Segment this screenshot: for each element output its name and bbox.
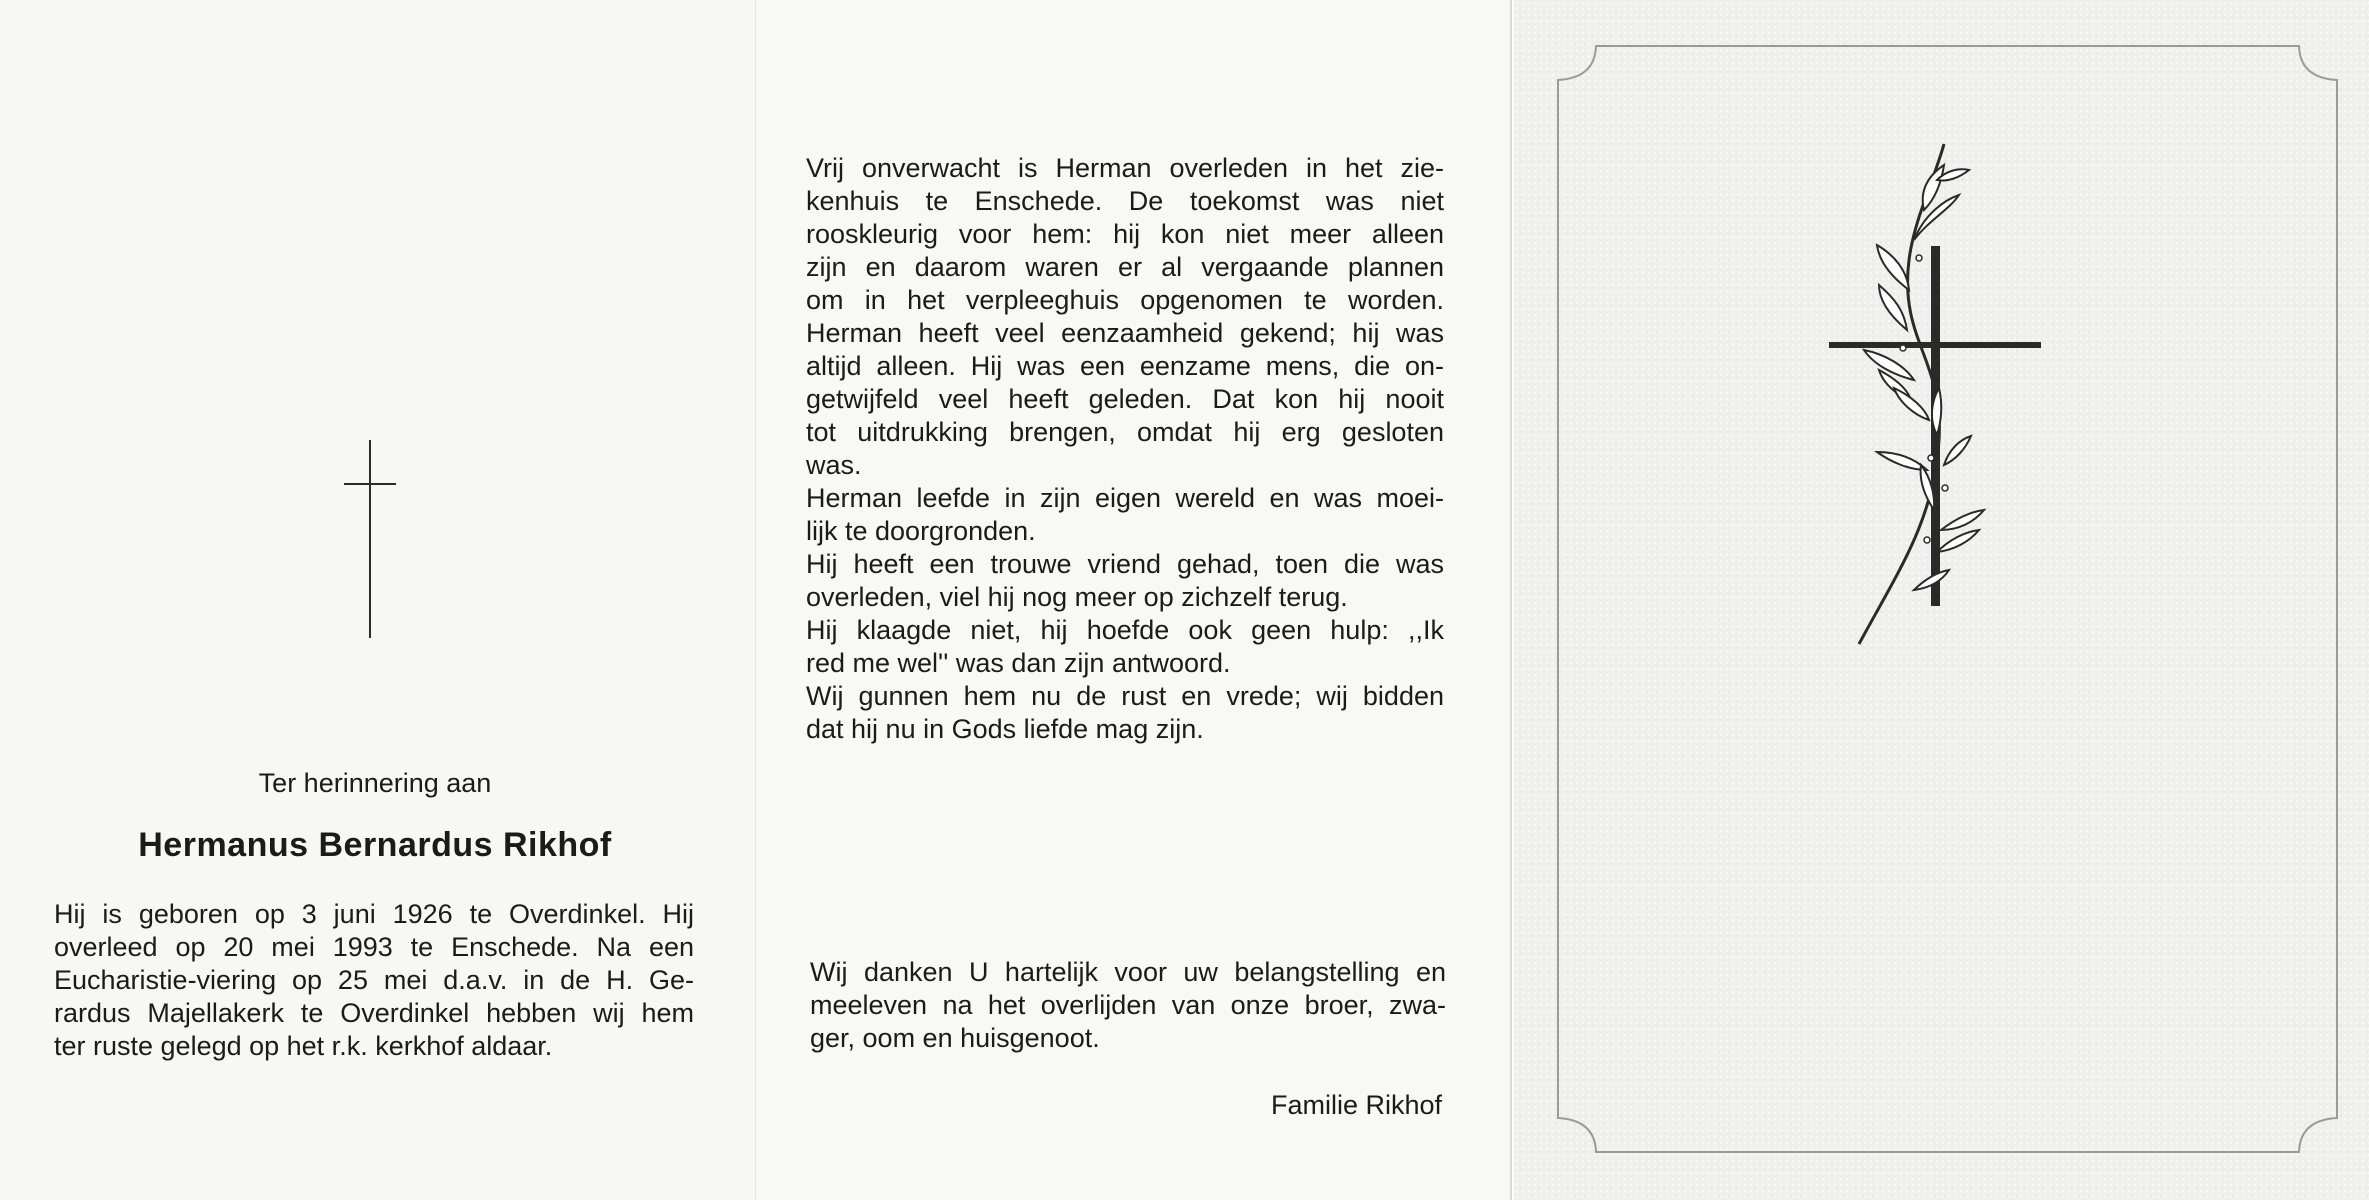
bio-line: rardus Majellakerk te Overdinkel hebben wij hem — [54, 998, 694, 1028]
memorial-line: red me wel'' was dan zijn antwoord. — [806, 648, 1231, 678]
memorial-line: lijk te doorgronden. — [806, 516, 1036, 546]
memorial-line: getwijfeld veel heeft geleden. Dat kon hij nooit — [806, 384, 1444, 414]
bio-line: ter ruste gelegd op het r.k. kerkhof aldaar. — [54, 1031, 553, 1061]
memorial-line: Hij heeft een trouwe vriend gehad, toen die was — [806, 549, 1444, 579]
memorial-line: dat hij nu in Gods liefde mag zijn. — [806, 714, 1204, 744]
memorial-line: zijn en daarom waren er al vergaande plannen — [806, 252, 1444, 282]
memorial-line: Hij klaagde niet, hij hoefde ook geen hulp: ,,Ik — [806, 615, 1444, 645]
memorial-line: kenhuis te Enschede. De toekomst was niet — [806, 186, 1444, 216]
memorial-line: rooskleurig voor hem: hij kon niet meer alleen — [806, 219, 1444, 249]
bio-line: overleed op 20 mei 1993 te Enschede. Na een — [54, 932, 694, 962]
thanks-line: ger, oom en huisgenoot. — [810, 1023, 1100, 1053]
thanks-paragraph — [810, 956, 1446, 1055]
intro-text: Ter herinnering aan — [258, 768, 492, 798]
bio-line: Eucharistie-viering op 25 mei d.a.v. in de H. Ge- — [54, 965, 694, 995]
family-signature: Familie Rikhof — [1270, 1090, 1442, 1120]
memorial-line: tot uitdrukking brengen, omdat hij erg gesloten — [806, 417, 1444, 447]
memorial-line: altijd alleen. Hij was een eenzame mens, die on- — [806, 351, 1444, 381]
memorial-line: Wij gunnen hem nu de rust en vrede; wij bidden — [806, 681, 1444, 711]
memorial-card-left-panel — [0, 0, 756, 1200]
memorial-line: om in het verpleeghuis opgenomen te worden. — [806, 285, 1444, 315]
memorial-line: Herman leefde in zijn eigen wereld en was moei- — [806, 483, 1444, 513]
memorial-line: Herman heeft veel eenzaamheid gekend; hij was — [806, 318, 1444, 348]
memorial-line: overleden, viel hij nog meer op zichzelf terug. — [806, 582, 1348, 612]
deceased-name: Hermanus Bernardus Rikhof — [138, 826, 612, 864]
memorial-card-middle-panel — [756, 0, 1512, 1200]
memorial-line: Vrij onverwacht is Herman overleden in het zie- — [806, 153, 1444, 183]
memorial-paragraph — [806, 152, 1444, 746]
biography-paragraph — [54, 898, 694, 1063]
memorial-card-cover-panel — [1514, 0, 2369, 1200]
cross-icon — [344, 440, 396, 638]
thanks-line: meeleven na het overlijden van onze broer, zwa- — [810, 990, 1446, 1020]
memorial-line: was. — [806, 450, 862, 480]
thanks-line: Wij danken U hartelijk voor uw belangstelling en — [810, 957, 1446, 987]
cross-with-olive-branch-icon — [1819, 140, 2049, 660]
bio-line: Hij is geboren op 3 juni 1926 te Overdinkel. Hij — [54, 899, 694, 929]
